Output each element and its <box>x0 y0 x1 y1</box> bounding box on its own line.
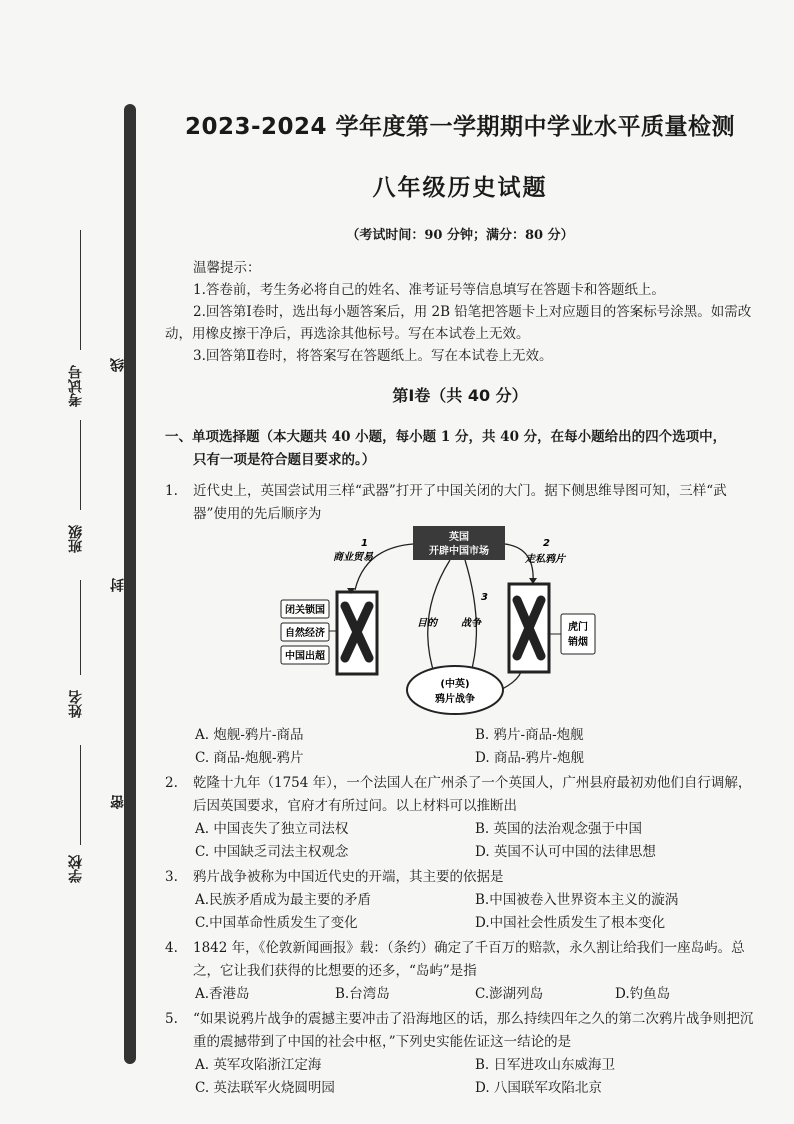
note-item-2: 2.回答第Ⅰ卷时，选出每小题答案后，用 2B 铅笔把答题卡上对应题目的答案标号涂黑。如需改动，用橡皮擦干净后，再选涂其他标号。写在本试卷上无效。 <box>165 304 752 342</box>
option-a: A. 中国丧失了独立司法权 <box>195 821 349 837</box>
exam-title: 2023-2024 学年度第一学期期中学业水平质量检测 <box>184 114 736 140</box>
section-intro <box>165 426 755 472</box>
note-item-1: 1.答卷前，考生务必将自己的姓名、准考证号等信息填写在答题卡和答题纸上。 <box>193 282 665 298</box>
question-stem: 近代史上，英国尝试用三样“武器”打开了中国关闭的大门。据下侧思维导图可知，三样“武器”使用的先后顺序为 <box>193 483 727 522</box>
exam-subtitle: 八年级历史试题 <box>372 175 548 201</box>
exam-content <box>165 108 755 1100</box>
school-label: 学校 <box>68 855 84 883</box>
ellipse-label-2: 鸦片战争 <box>435 694 475 705</box>
option-c: C.中国革命性质发生了变化 <box>195 915 358 931</box>
right-box-label-1: 虎门 <box>568 622 588 633</box>
class-label: 班级 <box>68 525 84 553</box>
notes-block <box>165 257 755 367</box>
left-box-1-label: 闭关锁国 <box>285 605 325 616</box>
section-intro-line1: 一、单项选择题（本大题共 40 小题，每小题 1 分，共 40 分，在每小题给出的四个选项中， <box>165 429 727 445</box>
question-5 <box>165 1008 755 1100</box>
option-c: C.澎湖列岛 <box>475 986 544 1002</box>
right-box <box>561 614 595 654</box>
left-box-2-label: 自然经济 <box>285 628 325 639</box>
option-d: D. 商品-鸦片-炮舰 <box>475 750 585 766</box>
option-c: C. 商品-炮舰-鸦片 <box>195 750 304 766</box>
left-box-3-label: 中国出超 <box>285 651 325 662</box>
question-2 <box>165 772 755 864</box>
question-options <box>165 818 755 864</box>
name-label: 姓名 <box>68 690 84 718</box>
section-heading: 第Ⅰ卷（共 40 分） <box>392 386 528 405</box>
seal-char-line: 线 <box>110 358 126 372</box>
question-stem: 1842 年，《伦敦新闻画报》载：（条约）确定了千百万的赔款，永久割让给我们一座岛屿。总之，它让我们获得的比想要的还多，“岛屿”是指 <box>193 940 745 979</box>
question-options <box>165 724 755 770</box>
question-3 <box>165 866 755 935</box>
ellipse-label-1: (中英) <box>440 679 470 690</box>
option-d: D. 英国不认可中国的法律思想 <box>475 844 656 860</box>
section-intro-line2: 只有一项是符合题目要求的。） <box>193 452 376 468</box>
option-d: D.钓鱼岛 <box>615 986 671 1002</box>
option-a: A.香港岛 <box>195 986 250 1002</box>
exam-no-label: 考试号 <box>68 365 84 407</box>
question-options <box>165 889 755 935</box>
top-box-label-1: 英国 <box>449 532 469 543</box>
question-options <box>165 983 755 1006</box>
right-box-label-2: 销烟 <box>568 637 588 648</box>
arrow-num-3: 3 <box>481 592 488 603</box>
option-c: C. 英法联军火烧圆明园 <box>195 1080 335 1096</box>
seal-char-mi: 密 <box>110 795 126 809</box>
name-line <box>80 580 81 675</box>
option-b: B. 日军进攻山东威海卫 <box>475 1057 616 1073</box>
class-line <box>80 420 81 510</box>
arrow-left-label: 商业贸易 <box>333 552 373 563</box>
question-stem: 鸦片战争被称为中国近代史的开端，其主要的依据是 <box>193 869 504 885</box>
option-c: C. 中国缺乏司法主权观念 <box>195 844 349 860</box>
option-b: B.中国被卷入世界资本主义的漩涡 <box>475 892 679 908</box>
arrow-mid-right-label: 战争 <box>461 618 481 629</box>
question-options <box>165 1054 755 1100</box>
arrow-num-2: 2 <box>543 538 550 549</box>
arrow-left <box>355 544 413 590</box>
arrow-num-1: 1 <box>361 538 368 549</box>
question-number: 3. <box>165 869 178 885</box>
option-b: B. 鸦片-商品-炮舰 <box>475 727 584 743</box>
arrow-mid-left-label: 目的 <box>417 618 437 629</box>
exam-info: （考试时间：90 分钟；满分：80 分） <box>346 228 574 243</box>
option-d: D. 八国联军攻陷北京 <box>475 1080 602 1096</box>
bottom-ellipse <box>407 666 503 714</box>
arrow-right-label: 走私鸦片 <box>525 554 565 565</box>
top-box-label-2: 开辟中国市场 <box>429 546 489 557</box>
question-number: 2. <box>165 775 178 791</box>
question-number: 5. <box>165 1011 178 1027</box>
option-a: A. 英军攻陷浙江定海 <box>195 1057 322 1073</box>
question-1 <box>165 480 755 770</box>
option-d: D.中国社会性质发生了根本变化 <box>475 915 666 931</box>
note-item-3: 3.回答第Ⅱ卷时，将答案写在答题纸上。写在本试卷上无效。 <box>193 348 553 364</box>
school-line <box>80 745 81 845</box>
option-a: A.民族矛盾成为最主要的矛盾 <box>195 892 372 908</box>
option-a: A. 炮舰-鸦片-商品 <box>195 727 304 743</box>
question-stem: “如果说鸦片战争的震撼主要冲击了沿海地区的话，那么持续四年之久的第二次鸦片战争则把沉重的震撼带到了中国的社会中枢，”下列史实能佐证这一结论的是 <box>193 1011 754 1050</box>
seal-char-feng: 封 <box>110 578 126 592</box>
question-4 <box>165 937 755 1006</box>
question-stem: 乾隆十九年（1754 年），一个法国人在广州杀了一个英国人，广州县府最初劝他们自行调解，后因英国要求，官府才有所过问。以上材料可以推断出 <box>193 775 752 814</box>
option-b: B. 英国的法治观念强于中国 <box>475 821 643 837</box>
exam-no-line <box>80 230 81 350</box>
question-number: 1. <box>165 483 178 499</box>
notes-heading: 温馨提示： <box>193 260 261 276</box>
option-b: B.台湾岛 <box>335 986 390 1002</box>
question-number: 4. <box>165 940 178 956</box>
mind-map-diagram <box>165 526 755 722</box>
